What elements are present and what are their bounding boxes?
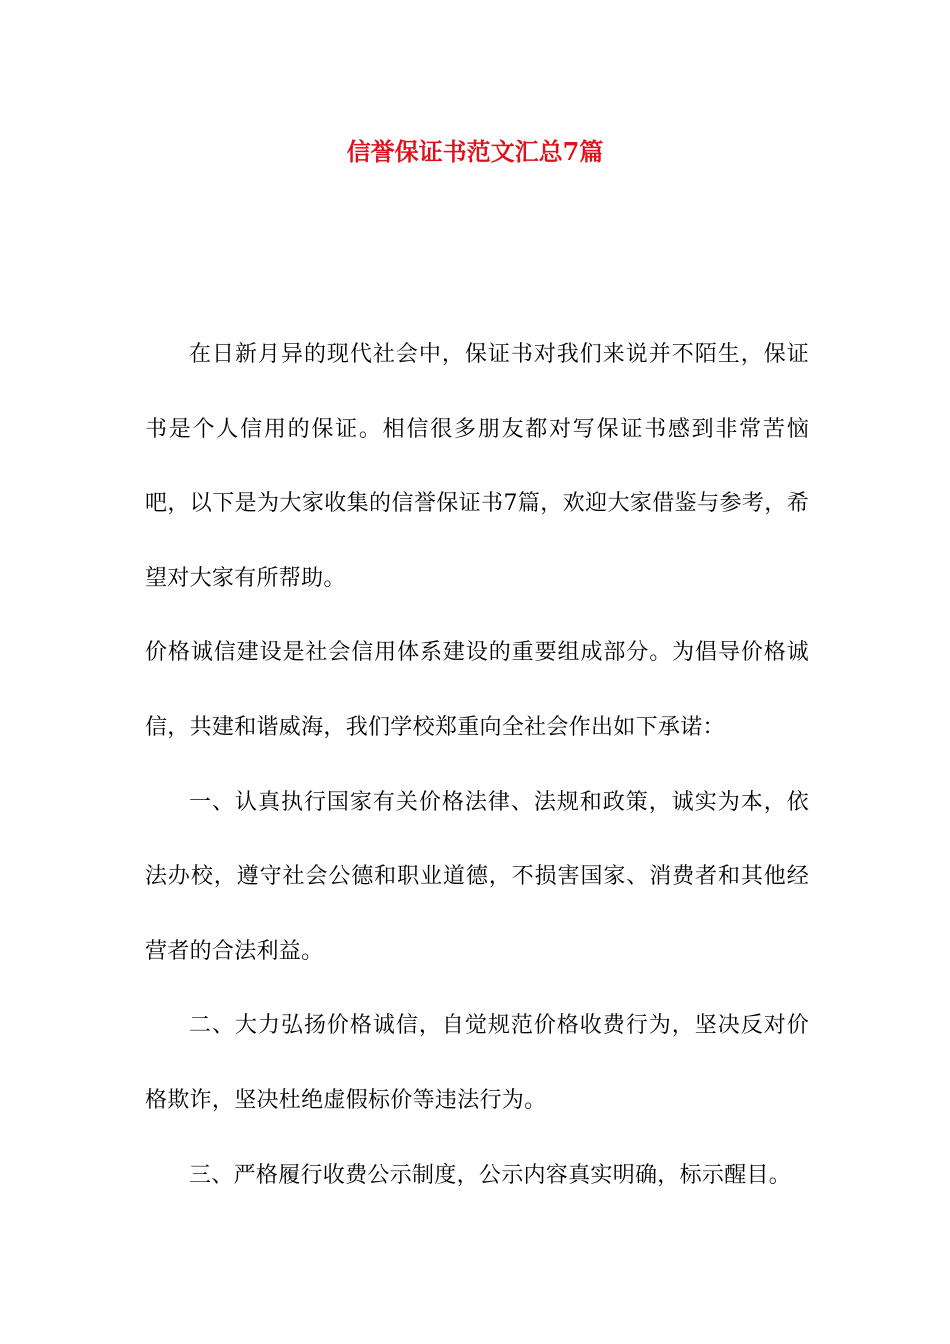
paragraph-intro: 在日新月异的现代社会中，保证书对我们来说并不陌生，保证书是个人信用的保证。相信很多朋友都对写保证书感到非常苦恼吧，以下是为大家收集的信誉保证书7篇，欢迎大家借鉴与参考，希望对大家有所帮助。	[145, 342, 809, 591]
paragraph-pledge-item-3: 三、严格履行收费公示制度，公示内容真实明确，标示醒目。	[189, 1162, 792, 1188]
paragraph-pledge-item-1: 一、认真执行国家有关价格法律、法规和政策，诚实为本，依法办校，遵守社会公德和职业道德，不损害国家、消费者和其他经营者的合法利益。	[145, 789, 809, 964]
paragraph-pledge-preface: 价格诚信建设是社会信用体系建设的重要组成部分。为倡导价格诚信，共建和谐威海，我们学校郑重向全社会作出如下承诺：	[145, 640, 809, 740]
document-title: 信誉保证书范文汇总7篇	[346, 137, 604, 166]
paragraph-pledge-item-2: 二、大力弘扬价格诚信，自觉规范价格收费行为，坚决反对价格欺诈，坚决杜绝虚假标价等违法行为。	[145, 1013, 809, 1113]
document-body	[145, 318, 809, 1213]
